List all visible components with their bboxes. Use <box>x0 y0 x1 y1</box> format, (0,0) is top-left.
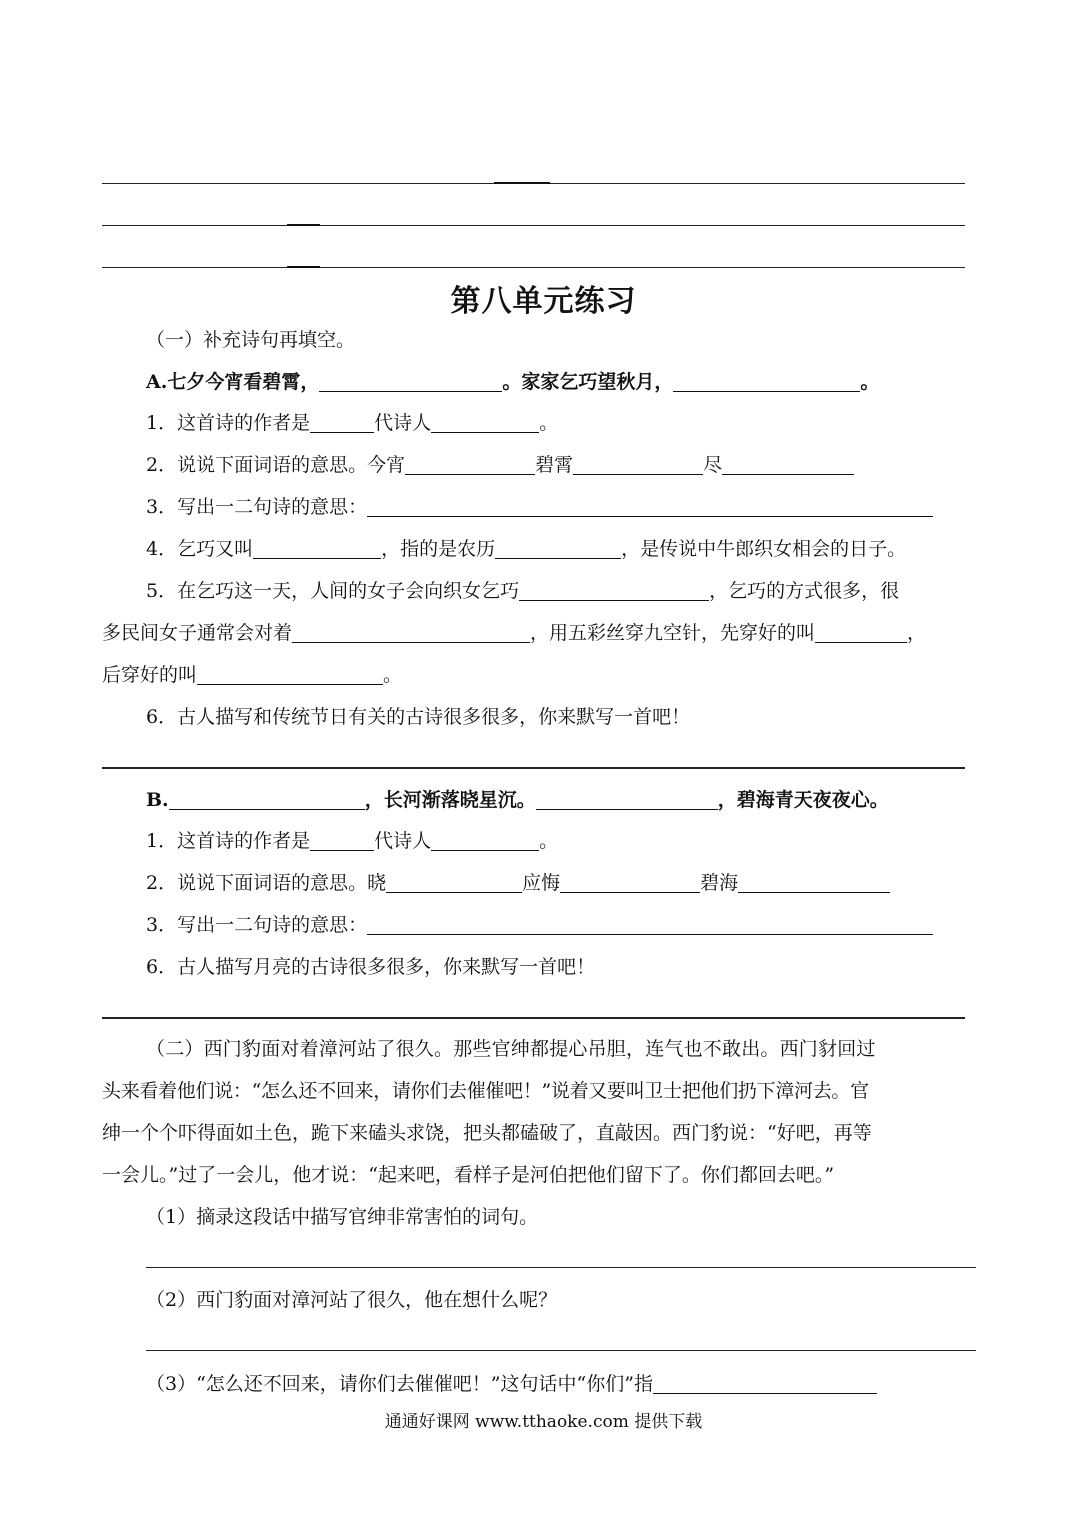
a-q4-text-2: ，指的是农历 <box>381 538 496 560</box>
poem-b-text-1: B. <box>146 789 169 811</box>
a-q1-blank-dynasty[interactable] <box>310 412 374 433</box>
a-q5-text-2: ，乞巧的方式很多，很 <box>709 580 900 602</box>
s2-q3-blank[interactable] <box>653 1373 877 1394</box>
a-q4 <box>146 536 906 562</box>
footer-credit: 通通好课网 www.tthaoke.com 提供下载 <box>384 1412 703 1432</box>
b-q6-answer-line[interactable] <box>102 1017 965 1019</box>
a-q1-text-1: 1．这首诗的作者是 <box>146 412 311 434</box>
b-q2 <box>146 870 890 896</box>
a-q1-blank-poet[interactable] <box>431 412 539 433</box>
s2-q2-answer-line[interactable] <box>146 1350 976 1351</box>
b-q1-text-3: 。 <box>539 830 559 852</box>
a-q2-text-1: 2．说说下面词语的意思。今宵 <box>146 454 406 476</box>
poem-a-text-1: A.七夕今宵看碧霄， <box>146 371 320 393</box>
poem-b-text-3: ，碧海青天夜夜心。 <box>717 789 889 811</box>
s2-q3 <box>146 1371 877 1397</box>
a-q3-blank[interactable] <box>367 496 933 517</box>
b-q2-text-3: 碧海 <box>700 872 739 894</box>
a-q2-blank-3[interactable] <box>722 454 854 475</box>
s2-q3-text: （3）“怎么还不回来，请你们去催催吧！”这句话中“你们”指 <box>146 1373 653 1395</box>
header-rule-2 <box>102 225 965 226</box>
a-q2-blank-1[interactable] <box>405 454 535 475</box>
a-q5-text-7: 。 <box>383 664 403 686</box>
a-q5-text-1: 5．在乞巧这一天，人间的女子会向织女乞巧 <box>146 580 520 602</box>
b-q6: 6．古人描写月亮的古诗很多很多，你来默写一首吧！ <box>146 956 596 978</box>
header-rule-mark-2 <box>287 224 320 226</box>
poem-b-text-2: ，长河渐落晓星沉。 <box>364 789 536 811</box>
a-q5-line1 <box>146 578 899 604</box>
header-rule-3 <box>102 267 965 268</box>
a-q1-text-3: 。 <box>539 412 559 434</box>
b-q1 <box>146 828 558 854</box>
passage-line-4: 一会儿。”过了一会儿，他才说：“起来吧，看样子是河伯把他们留下了。你们都回去吧。” <box>102 1164 835 1186</box>
a-q2 <box>146 452 854 478</box>
a-q5-line2 <box>102 620 926 646</box>
a-q5-text-6: 后穿好的叫 <box>102 664 198 686</box>
s2-q1-answer-line[interactable] <box>146 1267 976 1268</box>
b-q1-text-2: 代诗人 <box>374 830 432 852</box>
a-q3 <box>146 494 933 520</box>
poem-a-blank-1[interactable] <box>319 371 502 392</box>
page-title: 第八单元练习 <box>450 284 637 319</box>
a-q4-text-1: 4．乞巧又叫 <box>146 538 254 560</box>
a-q2-text-3: 尽 <box>703 454 723 476</box>
b-q2-blank-1[interactable] <box>386 872 522 893</box>
a-q5-text-4: ，用五彩丝穿九空针，先穿好的叫 <box>530 622 816 644</box>
a-q4-blank-2[interactable] <box>495 538 621 559</box>
s2-q1: （1）摘录这段话中描写官绅非常害怕的词句。 <box>146 1206 539 1228</box>
a-q5-text-5: ， <box>907 622 927 644</box>
b-q3-blank[interactable] <box>367 914 933 935</box>
a-q1-text-2: 代诗人 <box>374 412 432 434</box>
a-q1 <box>146 410 558 436</box>
a-q5-blank-2[interactable] <box>292 622 530 643</box>
a-q2-text-2: 碧霄 <box>535 454 574 476</box>
passage-line-2: 头来看着他们说：“怎么还不回来，请你们去催催吧！”说着又要叫卫士把他们扔下漳河去。官 <box>102 1080 869 1102</box>
b-q1-blank-poet[interactable] <box>431 830 539 851</box>
a-q6: 6．古人描写和传统节日有关的古诗很多很多，你来默写一首吧！ <box>146 706 691 728</box>
a-q3-text: 3．写出一二句诗的意思： <box>146 496 368 518</box>
section1-heading: （一）补充诗句再填空。 <box>146 329 356 351</box>
a-q4-blank-1[interactable] <box>253 538 381 559</box>
poem-b-blank-1[interactable] <box>169 789 365 810</box>
passage-line-3: 绅一个个吓得面如土色，跪下来磕头求饶，把头都磕破了，直敲因。西门豹说：“好吧，再等 <box>102 1122 872 1144</box>
poem-a-blank-2[interactable] <box>673 371 860 392</box>
a-q4-text-3: ，是传说中牛郎织女相会的日子。 <box>621 538 907 560</box>
b-q2-blank-2[interactable] <box>560 872 700 893</box>
poem-a-text-3: 。 <box>860 371 880 393</box>
header-rule-mark-1 <box>494 182 550 184</box>
a-q5-text-3: 多民间女子通常会对着 <box>102 622 293 644</box>
b-q2-text-2: 应悔 <box>522 872 561 894</box>
b-q1-text-1: 1．这首诗的作者是 <box>146 830 311 852</box>
a-q5-blank-4[interactable] <box>197 664 383 685</box>
a-q2-blank-2[interactable] <box>573 454 703 475</box>
poem-a-text-2: 。家家乞巧望秋月， <box>502 371 674 393</box>
poem-b-blank-2[interactable] <box>536 789 718 810</box>
header-rule-mark-3 <box>287 266 320 268</box>
passage-line-1: （二）西门豹面对着漳河站了很久。那些官绅都提心吊胆，连气也不敢出。西门豺回过 <box>146 1038 876 1060</box>
b-q3-text: 3．写出一二句诗的意思： <box>146 914 368 936</box>
b-q2-text-1: 2．说说下面词语的意思。晓 <box>146 872 387 894</box>
s2-q2: （2）西门豹面对漳河站了很久，他在想什么呢？ <box>146 1289 558 1311</box>
b-q2-blank-3[interactable] <box>738 872 890 893</box>
b-q1-blank-dynasty[interactable] <box>310 830 374 851</box>
a-q5-line3 <box>102 662 402 688</box>
a-q5-blank-1[interactable] <box>519 580 709 601</box>
poem-a-line <box>146 369 879 395</box>
a-q6-answer-line[interactable] <box>102 767 965 769</box>
b-q3 <box>146 912 933 938</box>
poem-b-line <box>146 787 889 813</box>
a-q5-blank-3[interactable] <box>815 622 907 643</box>
